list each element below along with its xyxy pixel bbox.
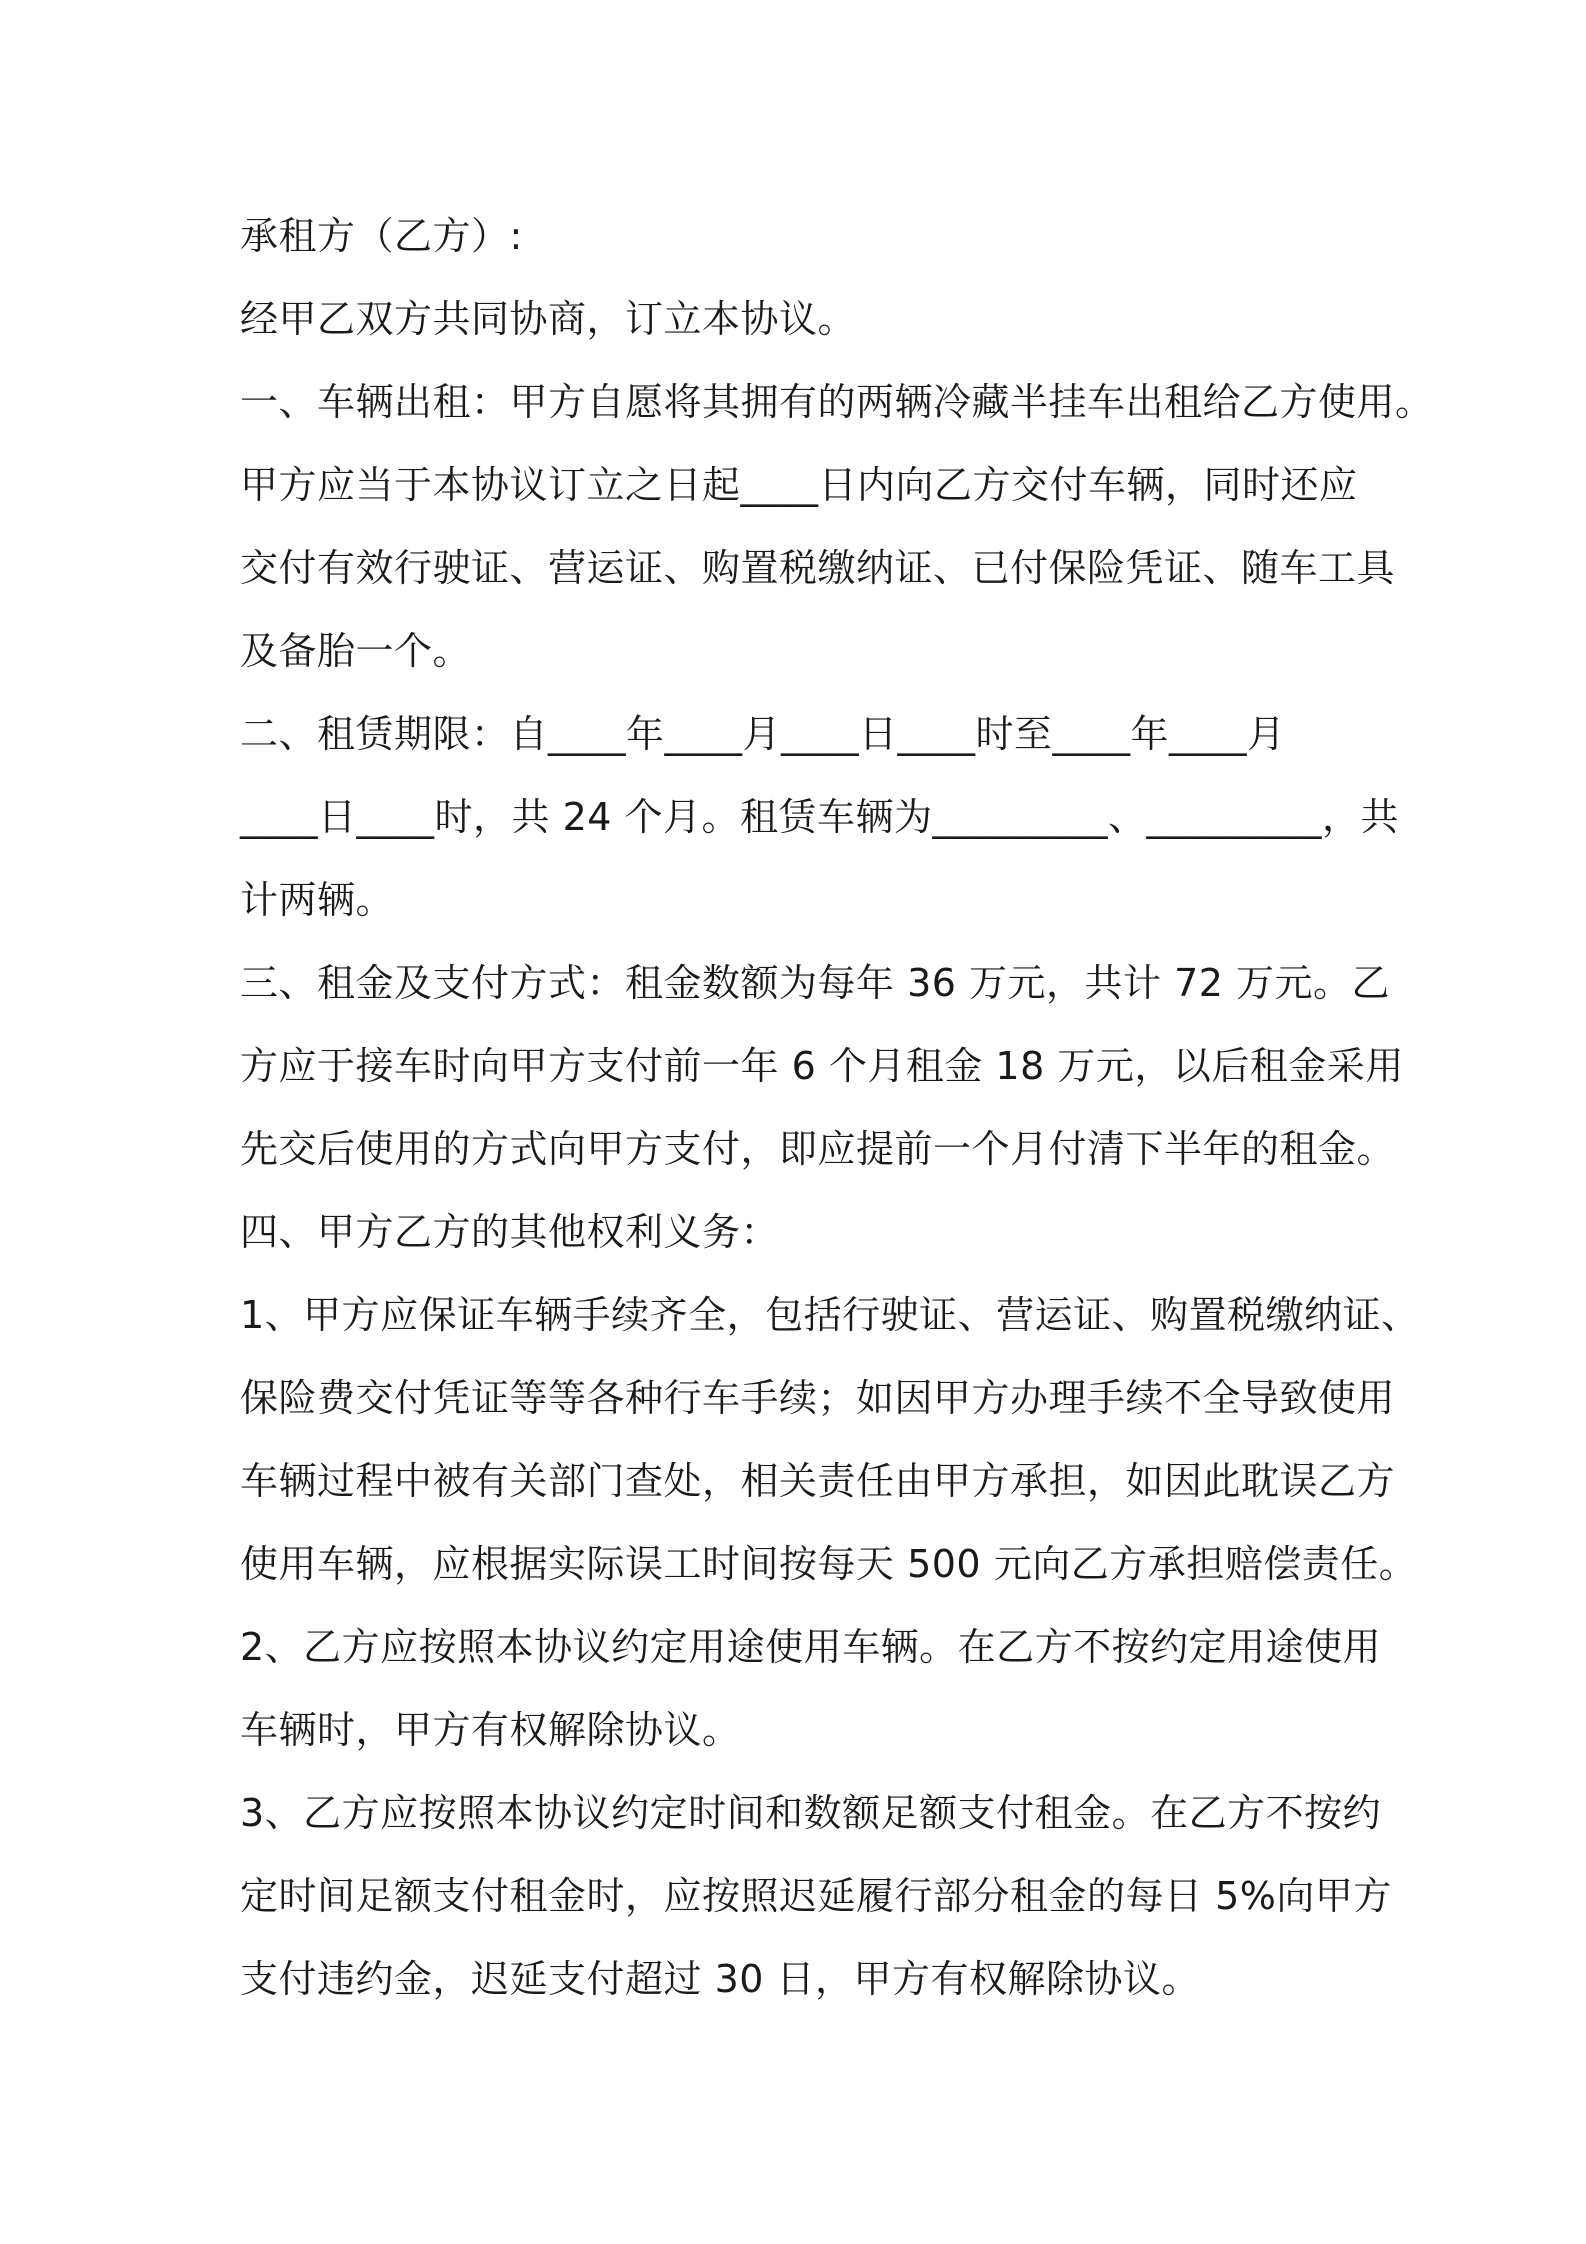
clause-4-item-1-line-2: 保险费交付凭证等等各种行车手续；如因甲方办理手续不全导致使用: [240, 1376, 1396, 1420]
clause-4-item-3-line-3: 支付违约金，迟延支付超过 30 日，甲方有权解除协议。: [240, 1957, 1201, 2001]
lessee-heading: 承租方（乙方）:: [240, 214, 523, 258]
clause-1-line-3: 交付有效行驶证、营运证、购置税缴纳证、已付保险凭证、随车工具: [240, 546, 1396, 590]
clause-3-line-2: 方应于接车时向甲方支付前一年 6 个月租金 18 万元，以后租金采用: [240, 1044, 1404, 1088]
clause-4-item-3-line-2: 定时间足额支付租金时，应按照迟延履行部分租金的每日 5%向甲方: [240, 1874, 1392, 1918]
clause-4-item-1-line-4: 使用车辆，应根据实际误工时间按每天 500 元向乙方承担赔偿责任。: [240, 1542, 1418, 1586]
clause-2-line-3: 计两辆。: [240, 878, 395, 922]
preamble-line: 经甲乙双方共同协商，订立本协议。: [240, 297, 857, 341]
clause-4-item-2-line-2: 车辆时，甲方有权解除协议。: [240, 1708, 741, 1752]
clause-4-item-1-line-3: 车辆过程中被有关部门查处，相关责任由甲方承担，如因此耽误乙方: [240, 1459, 1396, 1503]
clause-2-line-1: 二、租赁期限：自____年____月____日____时至____年____月: [240, 712, 1286, 756]
clause-1-line-1: 一、车辆出租：甲方自愿将其拥有的两辆冷藏半挂车出租给乙方使用。: [240, 380, 1434, 424]
clause-4-heading: 四、甲方乙方的其他权利义务：: [240, 1210, 780, 1254]
document-body: [240, 195, 1434, 2021]
clause-1-line-2: 甲方应当于本协议订立之日起____日内向乙方交付车辆，同时还应: [240, 463, 1358, 507]
clause-3-line-3: 先交后使用的方式向甲方支付，即应提前一个月付清下半年的租金。: [240, 1127, 1396, 1171]
clause-4-item-3-line-1: 3、乙方应按照本协议约定时间和数额足额支付租金。在乙方不按约: [240, 1791, 1382, 1835]
clause-4-item-2-line-1: 2、乙方应按照本协议约定用途使用车辆。在乙方不按约定用途使用: [240, 1625, 1382, 1669]
clause-1-line-4: 及备胎一个。: [240, 629, 472, 673]
clause-2-line-2: ____日____时，共 24 个月。租赁车辆为_________、_________，共: [240, 795, 1400, 839]
clause-4-item-1-line-1: 1、甲方应保证车辆手续齐全，包括行驶证、营运证、购置税缴纳证、: [240, 1293, 1420, 1337]
clause-3-line-1: 三、租金及支付方式：租金数额为每年 36 万元，共计 72 万元。乙: [240, 961, 1391, 1005]
